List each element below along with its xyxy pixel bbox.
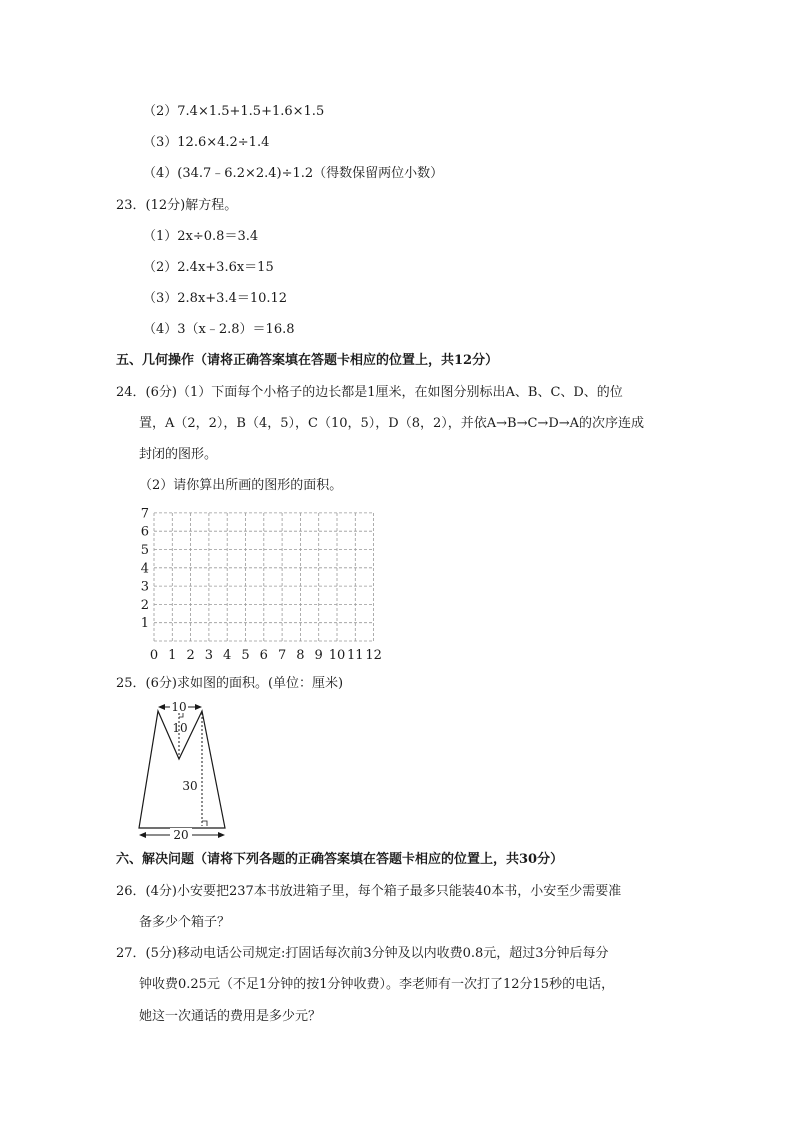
x-axis-label: 8 [296, 648, 305, 663]
x-axis-label: 9 [314, 648, 323, 663]
y-axis-label: 2 [140, 597, 149, 613]
grid-lines [154, 513, 374, 641]
q27-line1: 27．(5分)移动电话公司规定:打固话每次前3分钟及以内收费0.8元，超过3分钟后每分 [116, 946, 609, 961]
height-label: 30 [182, 779, 198, 793]
x-axis-label: 1 [168, 648, 177, 663]
inner-height-label: 10 [172, 721, 188, 735]
top-arrow-left [158, 704, 165, 710]
bottom-arrow-right [218, 832, 225, 838]
q24-line4: （2）请你算出所画的图形的面积。 [139, 478, 343, 493]
q22-part2: （2）7.4×1.5+1.5+1.6×1.5 [143, 104, 325, 119]
q27-line2: 钟收费0.25元（不足1分钟的按1分钟收费）。李老师有一次打了12分15秒的电话， [139, 977, 615, 992]
q27-line3: 她这一次通话的费用是多少元？ [139, 1009, 322, 1024]
y-axis-label: 7 [140, 507, 149, 522]
x-axis-label: 2 [186, 648, 195, 663]
q22-part3: （3）12.6×4.2÷1.4 [143, 135, 270, 150]
q26-line2: 备多少个箱子？ [139, 915, 231, 930]
x-axis-label: 6 [259, 648, 268, 663]
q24-line3: 封闭的图形。 [139, 447, 218, 462]
grid-y-labels [141, 507, 149, 631]
q24-line2: 置，A（2，2），B（4，5），C（10，5），D（8，2），并依A→B→C→D→A的次序连成 [139, 416, 645, 431]
x-axis-label: 4 [223, 648, 232, 663]
bottom-dimension-label: 20 [173, 828, 189, 842]
q25-title: 25．(6分)求如图的面积。(单位：厘米) [116, 676, 344, 691]
top-dimension-label: 10 [171, 700, 187, 714]
grid-x-labels [150, 648, 382, 663]
q26-line1: 26．(4分)小安要把237本书放进箱子里，每个箱子最多只能装40本书，小安至少需要准 [116, 884, 622, 899]
x-axis-label: 5 [241, 648, 250, 663]
coordinate-grid [135, 507, 395, 667]
section5-heading: 五、几何操作（请将正确答案填在答题卡相应的位置上，共12分） [116, 353, 499, 368]
q24-line1: 24．(6分)（1）下面每个小格子的边长都是1厘米，在如图分别标出A、B、C、D、的位 [116, 385, 623, 400]
q23-part4: （4）3（x﹣2.8）＝16.8 [143, 322, 295, 337]
y-axis-label: 1 [140, 616, 149, 632]
y-axis-label: 4 [140, 561, 149, 577]
q23-part2: （2）2.4x+3.6x＝15 [143, 260, 274, 275]
x-axis-label: 7 [277, 648, 287, 663]
x-axis-label: 3 [204, 648, 214, 663]
x-axis-label: 10 [328, 648, 346, 663]
y-axis-label: 6 [140, 524, 149, 540]
x-axis-label: 12 [365, 648, 382, 663]
bottom-arrow-left [139, 832, 146, 838]
q23-title: 23．(12分)解方程。 [116, 198, 238, 213]
x-axis-label: 0 [149, 648, 159, 663]
x-axis-label: 11 [347, 648, 364, 663]
q23-part1: （1）2x÷0.8＝3.4 [143, 229, 259, 244]
section6-heading: 六、解决问题（请将下列各题的正确答案填在答题卡相应的位置上，共30分） [116, 852, 564, 867]
q22-part4: （4）(34.7﹣6.2×2.4)÷1.2（得数保留两位小数） [143, 166, 444, 181]
y-axis-label: 5 [140, 543, 149, 558]
y-axis-label: 3 [140, 579, 149, 595]
q23-part3: （3）2.8x+3.4＝10.12 [143, 291, 288, 306]
trapezoid-figure [132, 697, 242, 842]
height-right-angle [202, 821, 207, 826]
top-arrow-right [195, 704, 202, 710]
